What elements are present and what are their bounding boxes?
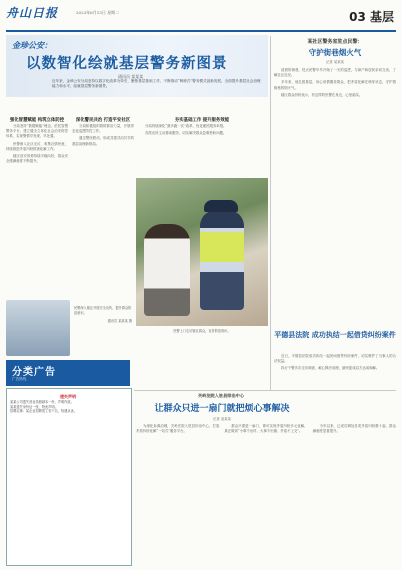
officer-cap xyxy=(204,200,238,212)
classified-title: 分类广告 xyxy=(12,367,56,378)
article-paragraph: 近日，平德县法院成功执结一起民间借贷纠纷案件，切实维护了当事人的合法权益。 xyxy=(274,354,396,364)
article-paragraph: 通过警民联动，形成共建共治共享的基层治理新格局。 xyxy=(72,136,134,146)
article-paragraph: 各派出所主动靠前服务，切实解决群众急难愁盼问题。 xyxy=(145,131,227,136)
newspaper-logo: 舟山日报 xyxy=(6,6,59,20)
article-paragraph: 民警深入社区走访，收集社情民意，持续推进矛盾纠纷排查化解工作。 xyxy=(6,141,68,151)
masthead xyxy=(6,4,396,30)
article-paragraph: 为深化诉源治理，关岭法院入驻县综治中心，打造矛盾纠纷化解“一站式”服务平台。 xyxy=(136,424,220,434)
classified-list xyxy=(10,394,126,414)
inset-caption xyxy=(74,306,132,323)
article-paragraph: 多年来，他扎根基层，用心用情服务群众，把矛盾化解在萌芽状态，守护着街巷的烟火气。 xyxy=(274,80,396,90)
hero-headline: 以数智化绘就基层警务新图景 xyxy=(26,56,228,72)
court-story-headline: 平德县法院 成功执结一起借贷纠纷案件 xyxy=(274,331,396,339)
section-divider xyxy=(134,390,396,391)
article-paragraph: 群众只需进一扇门，即可实现矛盾纠纷多元化解，真正做到“小事不出村、大事不出镇、矛盾不上交”。 xyxy=(224,424,308,434)
column-subhead: 夯实基础工作 提升服务效能 xyxy=(174,118,230,123)
article-paragraph: 执行干警多次走访调查，耐心释法说理，最终促成双方达成和解。 xyxy=(281,366,380,371)
article-paragraph: 辖区治安形势持续平稳向好，群众安全感满意度不断提升。 xyxy=(6,154,68,164)
side-story-kicker: 某社区警务室驻点民警： xyxy=(307,39,363,45)
article-paragraph: 清晨的街巷，驻点民警早早开始了一天的巡逻，与商户和居民亲切交谈，了解社区近况。 xyxy=(274,68,396,78)
side-story-headline: 守护街巷烟火气 xyxy=(308,48,362,57)
reflective-vest xyxy=(200,232,244,262)
resident-figure xyxy=(144,224,190,316)
article-paragraph: 今年以来，已成功调处各类矛盾纠纷数十起，群众满意度显著提升。 xyxy=(312,424,396,434)
article-paragraph: 辖区群众纷纷表示，有这样的民警在身边，心里踏实。 xyxy=(281,92,363,97)
masthead-rule xyxy=(6,30,396,32)
article-column-1 xyxy=(6,118,68,166)
column-divider xyxy=(270,36,271,391)
notice-heading: 遗失声明 xyxy=(60,394,76,399)
classified-box xyxy=(6,388,132,566)
hero-intro: 近年来，金珍公安分局坚持以数字化改革为牵引，聚焦基层基础工作，不断推动“枫桥式”警务模式创新发展，全面提升基层社会治理能力和水平，绘就基层警务新图景。 xyxy=(52,79,261,88)
hero-kicker: 金珍公安： xyxy=(12,40,52,50)
article-paragraph: 分局持续深化“最多跑一次”改革，优化便民服务举措。 xyxy=(145,124,227,128)
issue-info: 2023年6月13日 星期二 xyxy=(76,10,120,15)
photo-caption: 民警上门走访辖区群众，宣传防范知识。 xyxy=(173,329,231,333)
article-paragraph: 分局坚持“数据赋能”理念，依托智慧警务平台，建立健全立体化社会治安防控体系，实现警情早发现、早处置。 xyxy=(6,124,68,139)
bottom-story-kicker: 关岭法院入驻县综治中心 xyxy=(197,393,245,398)
bottom-story-byline: 记者 某某某 xyxy=(212,417,232,421)
hero-byline: 通讯员 某某某 xyxy=(118,74,144,79)
inset-credit: 通讯员 某某某 摄 xyxy=(107,318,132,323)
bottom-story-body xyxy=(136,424,396,436)
side-story-byline: 记者 某某某 xyxy=(325,60,345,64)
inset-caption-text: 民警深入辖区开展安全宣传，提升群众防范意识。 xyxy=(74,306,132,315)
inset-photo xyxy=(6,300,70,356)
article-column-2 xyxy=(72,118,134,149)
classified-item: 某某公司遗失营业执照副本一份，声明作废。 xyxy=(10,400,74,404)
section-title: 03 基层 xyxy=(349,10,394,24)
column-subhead: 深化警民共治 打造平安社区 xyxy=(75,118,131,123)
side-story-body xyxy=(274,68,396,100)
article-column-3 xyxy=(138,118,266,138)
court-story-body xyxy=(274,354,396,374)
article-paragraph: 分局积极组织群防群治力量，开展常态化巡逻防控工作。 xyxy=(72,124,134,134)
classified-item: 招聘启事：某企业招聘普工若干名，待遇从优。 xyxy=(10,409,77,414)
column-subhead: 强化智慧赋能 构筑立体防控 xyxy=(9,118,65,123)
classified-hotline: 广告热线 xyxy=(12,377,27,381)
bottom-story-headline: 让群众只进一扇门就把烦心事解决 xyxy=(154,404,290,414)
classified-item: 某某遗失身份证一张，特此声明。 xyxy=(10,404,58,409)
